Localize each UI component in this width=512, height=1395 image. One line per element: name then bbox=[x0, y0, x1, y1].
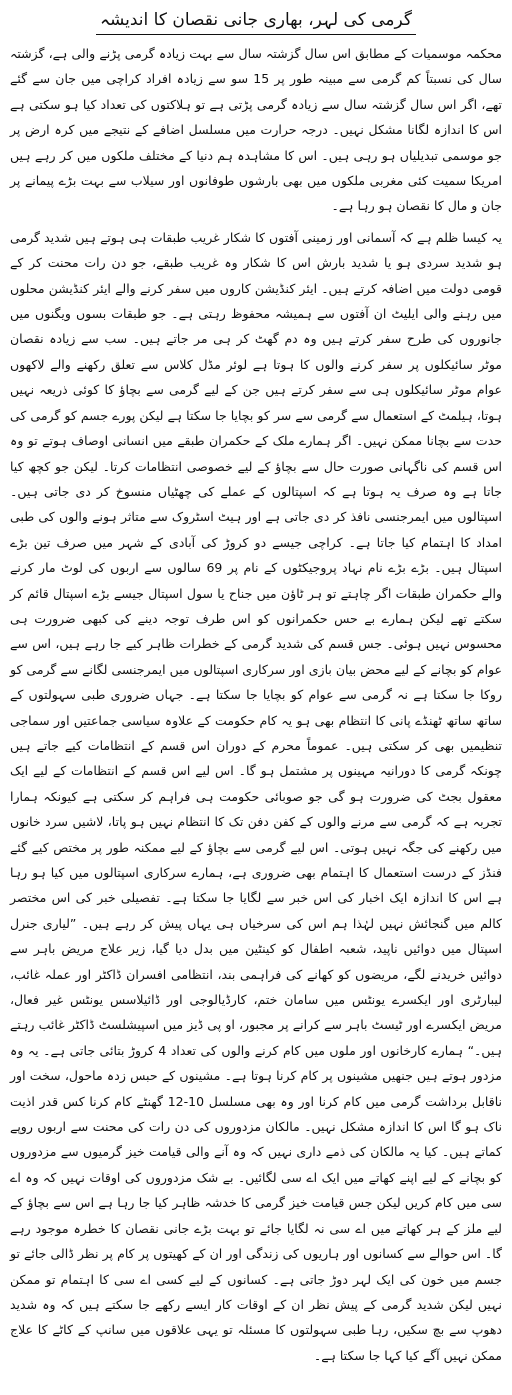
headline-wrapper bbox=[10, 8, 502, 35]
article-headline: گرمی کی لہر، بھاری جانی نقصان کا اندیشہ bbox=[96, 8, 416, 35]
article-paragraph-2: یہ کیسا ظلم ہے کہ آسمانی اور زمینی آفتوں کا شکار غریب طبقات ہی ہوتے ہیں شدید گرمی ہو شدید سردی ہو یا شدید بارش اس کا شکار وہ غریب طبقے، جو دن رات محنت کر کے قومی دولت میں اضافہ کرتے ہیں۔ ایئر کنڈیشن کاروں میں سفر کرنے والے ایئر کنڈیشن محلوں میں رہنے والی ایلیٹ ان آفتوں سے ہمیشہ محفوظ رہتی ہے۔ جو طبقات بسوں ویگنوں میں جانوروں کی طرح سفر کرتے ہیں وہ دم گھٹ کر ہی مر جاتے ہیں۔ سب سے زیادہ نقصان موٹر سائیکلوں پر سفر کرنے والوں کا ہوتا ہے لوئر مڈل کلاس سے تعلق رکھنے والے لاکھوں عوام موٹر سائیکلوں ہی سے سفر کرتے ہیں جن کے لیے گرمی سے بچاؤ کا کوئی ذریعہ نہیں ہوتا، ہیلمٹ کے استعمال سے گرمی سے سر کو بچایا جا سکتا ہے لیکن پورے جسم کو گرمی کی حدت سے بچانا ممکن نہیں۔ اگر ہمارے ملک کے حکمران طبقے میں انسانی اوصاف ہوتے تو وہ اس قسم کی ناگہانی صورت حال سے بچاؤ کے لیے خصوصی انتظامات کرتا۔ لیکن جو کچھ کیا جاتا ہے وہ صرف یہ ہوتا ہے کہ اسپتالوں کے عملے کی چھٹیاں منسوخ کر دی جاتی ہیں۔ اسپتالوں میں ایمرجنسی نافذ کر دی جاتی ہے اور ہیٹ اسٹروک سے متاثر ہونے والوں کی طبی امداد کا اہتمام کیا جاتا ہے۔ کراچی جیسے دو کروڑ کی آبادی کے شہر میں صرف تین بڑے اسپتال ہیں۔ بڑے بڑے نام نہاد پروجیکٹوں کے نام پر 69 سالوں سے اربوں کی لوٹ مار کرنے والے حکمران طبقات اگر چاہتے تو ہر ٹاؤن میں جناح یا سول اسپتال جیسے بڑے اسپتال قائم کر سکتے تھے لیکن ہمارے بے حس حکمرانوں کو اس طرف توجہ دینے کی کبھی ضرورت ہی محسوس نہیں ہوئی۔ جس قسم کی شدید گرمی کے خطرات ظاہر کیے جا رہے ہیں، اس سے عوام کو بچانے کے لیے محض بیان بازی اور سرکاری اسپتالوں میں ایمرجنسی لگانے سے گرمی کو روکا جا سکتا ہے نہ گرمی سے عوام کو بچایا جا سکتا ہے۔ جہاں ضروری طبی سہولتوں کے ساتھ ساتھ ٹھنڈے پانی کا انتظام بھی ہو یہ کام حکومت کے علاوہ سیاسی جماعتیں اور سماجی تنظیمیں بھی کر سکتی ہیں۔ عموماً محرم کے دوران اس قسم کے انتظامات کیے جاتے ہیں چونکہ گرمی کا دورانیہ مہینوں پر مشتمل ہو گا۔ اس لیے اس قسم کے انتظامات کے لیے ایک معقول بجٹ کی ضرورت ہو گی جو صوبائی حکومت ہی فراہم کر سکتی ہے کیونکہ ہمارا تجربہ ہے کہ گرمی سے مرنے والوں کے کفن دفن تک کا انتظام نہیں ہو پاتا، لاشیں سرد خانوں میں رکھنے کی جگہ نہیں ہوتی۔ اس لیے گرمی سے بچاؤ کے لیے ممکنہ طور پر مختص کیے گئے فنڈز کے درست استعمال کا اہتمام بھی ضروری ہے، ہمارے سرکاری اسپتالوں میں کیا ہو رہا ہے اس کا اندازہ ایک اخبار کی اس خبر سے لگایا جا سکتا ہے۔ تفصیلی خبر کی اس مختصر کالم میں گنجائش نہیں لہٰذا ہم اس کی سرخیاں ہی یہاں پیش کر رہے ہیں۔ ”لیاری جنرل اسپتال میں دوائیں ناپید، شعبہ اطفال کو کینٹین میں بدل دیا گیا، زیر علاج مریض باہر سے دوائیں خریدنے لگے، مریضوں کو کھانے کی فراہمی بند، انتظامی افسران ڈاکٹر اور عملہ غائب، لیبارٹری اور ایکسرے یونٹس میں سامان ختم، کارڈیالوجی اور ڈائیلاسس یونٹس غیر فعال، مریض ایکسرے اور ٹیسٹ باہر سے کرانے پر مجبور، او پی ڈیز میں اسپیشلسٹ ڈاکٹر غائب رہتے ہیں۔“ ہمارے کارخانوں اور ملوں میں کام کرنے والوں کی تعداد 4 کروڑ بتائی جاتی ہے۔ یہ وہ مزدور ہوتے ہیں جنھیں مشینوں پر کام کرنا ہوتا ہے۔ مشینوں کے حبس زدہ ماحول، سخت اور ناقابل برداشت گرمی میں کام کرنا اور وہ بھی مسلسل 10-12 گھنٹے کام کرنا کس قدر اذیت ناک ہو گا اس کا اندازہ مشکل نہیں۔ مالکان مزدوروں کی دن رات کی محنت سے اربوں روپے کماتے ہیں۔ کیا یہ مالکان کی ذمے داری نہیں کہ وہ آنے والی قیامت خیز گرمیوں سے مزدوروں کو بچانے کے لیے اپنے کھاتے میں ایک اے سی لگائیں۔ بے شک مزدوروں کی اوقات نہیں کہ وہ اے سی میں کام کریں لیکن جس قیامت خیز گرمی کا خدشہ ظاہر کیا جا رہا ہے اس سے بچاؤ کے لیے ملز کے ہر کھاتے میں اے سی نہ لگایا جائے تو بہت بڑے جانی نقصان کا خطرہ موجود رہے گا۔ اس حوالے سے کسانوں اور ہاریوں کی زندگی اور ان کے کھیتوں پر کام پر نظر ڈالی جائے تو جسم میں خون کی ایک لہر دوڑ جاتی ہے۔ کسانوں کے لیے کسی اے سی کا اہتمام تو ممکن نہیں لیکن شدید گرمی کے پیش نظر ان کے اوقات کار ایسے رکھے جا سکتے ہیں کہ وہ شدید دھوپ سے بچ سکیں، رہا طبی سہولتوں کا مسئلہ تو یہی علاقوں میں سانپ کے کاٹے کا علاج ممکن نہیں آگے کیا کہا جا سکتا ہے۔ bbox=[10, 229, 503, 1363]
article-paragraph-1: محکمہ موسمیات کے مطابق اس سال گزشتہ سال سے بہت زیادہ گرمی پڑنے والی ہے، گزشتہ سال کی نسبتاً کم گرمی سے مبینہ طور پر 15 سو سے زیادہ افراد کراچی میں جان سے گئے تھے، اگر اس سال گزشتہ سال سے زیادہ گرمی پڑتی ہے تو ہلاکتوں کی تعداد کیا ہو سکتی ہے اس کا اندازہ لگانا مشکل نہیں۔ درجہ حرارت میں مسلسل اضافے کے نتیجے میں کرہ ارض پر جو موسمی تبدیلیاں ہو رہی ہیں۔ اس کا مشاہدہ ہم دنیا کے مختلف ملکوں میں کر رہے ہیں امریکا سمیت کئی مغربی ملکوں میں بھی بارشوں طوفانوں اور سیلاب سے بہت بڑے پیمانے پر جان و مال کا نقصان ہو رہا ہے۔ bbox=[10, 46, 502, 214]
